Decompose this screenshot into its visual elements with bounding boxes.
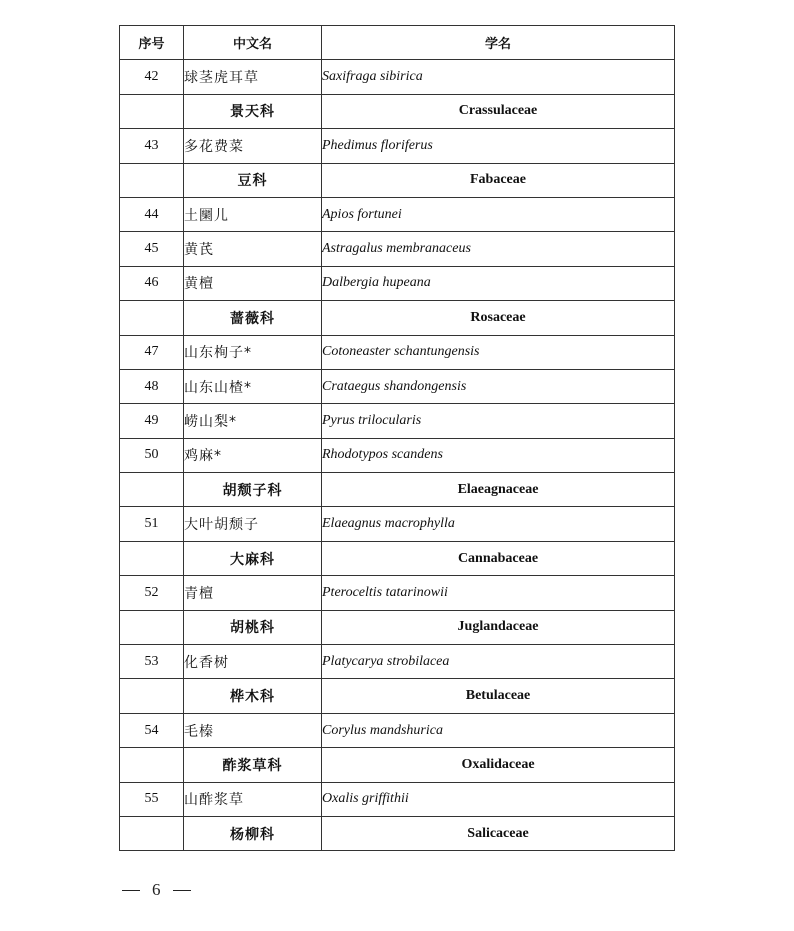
row-scientific-name: Pyrus trilocularis <box>322 404 675 438</box>
row-scientific-name: Cannabaceae <box>322 541 675 575</box>
row-index: 49 <box>120 404 184 438</box>
header-index: 序号 <box>120 26 184 60</box>
row-index: 50 <box>120 438 184 472</box>
header-chinese-name: 中文名 <box>184 26 322 60</box>
row-scientific-name: Salicaceae <box>322 816 675 850</box>
row-chinese-name: 大麻科 <box>184 541 322 575</box>
row-index <box>120 163 184 197</box>
row-scientific-name: Fabaceae <box>322 163 675 197</box>
table-row <box>120 60 675 94</box>
row-scientific-name: Elaeagnaceae <box>322 473 675 507</box>
table-row <box>120 232 675 266</box>
row-scientific-name: Rosaceae <box>322 301 675 335</box>
row-index <box>120 748 184 782</box>
row-scientific-name: Cotoneaster schantungensis <box>322 335 675 369</box>
row-index <box>120 473 184 507</box>
row-index <box>120 541 184 575</box>
row-index: 46 <box>120 266 184 300</box>
row-chinese-name: 酢浆草科 <box>184 748 322 782</box>
row-index: 54 <box>120 713 184 747</box>
row-index: 44 <box>120 197 184 231</box>
row-index <box>120 94 184 128</box>
row-chinese-name: 豆科 <box>184 163 322 197</box>
family-row <box>120 94 675 128</box>
row-scientific-name: Dalbergia hupeana <box>322 266 675 300</box>
row-chinese-name: 鸡麻* <box>184 438 322 472</box>
row-chinese-name: 球茎虎耳草 <box>184 60 322 94</box>
row-scientific-name: Corylus mandshurica <box>322 713 675 747</box>
table-row <box>120 369 675 403</box>
row-chinese-name: 胡桃科 <box>184 610 322 644</box>
dash-left <box>122 890 140 891</box>
row-scientific-name: Juglandaceae <box>322 610 675 644</box>
table-row <box>120 576 675 610</box>
row-chinese-name: 山东栒子* <box>184 335 322 369</box>
row-index: 43 <box>120 129 184 163</box>
row-scientific-name: Platycarya strobilacea <box>322 645 675 679</box>
family-row <box>120 816 675 850</box>
row-index <box>120 816 184 850</box>
row-scientific-name: Elaeagnus macrophylla <box>322 507 675 541</box>
family-row <box>120 301 675 335</box>
row-chinese-name: 大叶胡颓子 <box>184 507 322 541</box>
row-chinese-name: 毛榛 <box>184 713 322 747</box>
row-chinese-name: 桦木科 <box>184 679 322 713</box>
row-chinese-name: 土圞儿 <box>184 197 322 231</box>
row-scientific-name: Crataegus shandongensis <box>322 369 675 403</box>
table-header-row <box>120 26 675 60</box>
row-chinese-name: 多花费菜 <box>184 129 322 163</box>
table-row <box>120 129 675 163</box>
row-index <box>120 679 184 713</box>
row-chinese-name: 崂山梨* <box>184 404 322 438</box>
row-scientific-name: Saxifraga sibirica <box>322 60 675 94</box>
row-scientific-name: Astragalus membranaceus <box>322 232 675 266</box>
family-row <box>120 610 675 644</box>
row-scientific-name: Oxalidaceae <box>322 748 675 782</box>
table-row <box>120 782 675 816</box>
row-index: 55 <box>120 782 184 816</box>
table-row <box>120 438 675 472</box>
row-chinese-name: 景天科 <box>184 94 322 128</box>
row-chinese-name: 胡颓子科 <box>184 473 322 507</box>
family-row <box>120 748 675 782</box>
row-index: 51 <box>120 507 184 541</box>
header-scientific-name: 学名 <box>322 26 675 60</box>
row-chinese-name: 黄檀 <box>184 266 322 300</box>
table-row <box>120 197 675 231</box>
row-scientific-name: Rhodotypos scandens <box>322 438 675 472</box>
row-index: 42 <box>120 60 184 94</box>
row-index: 47 <box>120 335 184 369</box>
row-index <box>120 301 184 335</box>
row-chinese-name: 青檀 <box>184 576 322 610</box>
table-row <box>120 404 675 438</box>
row-index: 52 <box>120 576 184 610</box>
row-chinese-name: 山酢浆草 <box>184 782 322 816</box>
table-row <box>120 266 675 300</box>
family-row <box>120 163 675 197</box>
row-index <box>120 610 184 644</box>
table-row <box>120 335 675 369</box>
row-scientific-name: Phedimus floriferus <box>322 129 675 163</box>
row-scientific-name: Betulaceae <box>322 679 675 713</box>
row-chinese-name: 杨柳科 <box>184 816 322 850</box>
row-scientific-name: Oxalis griffithii <box>322 782 675 816</box>
family-row <box>120 541 675 575</box>
row-index: 48 <box>120 369 184 403</box>
row-chinese-name: 蔷薇科 <box>184 301 322 335</box>
page-number-value: 6 <box>152 880 161 899</box>
row-scientific-name: Pteroceltis tatarinowii <box>322 576 675 610</box>
row-scientific-name: Crassulaceae <box>322 94 675 128</box>
row-index: 45 <box>120 232 184 266</box>
dash-right <box>173 890 191 891</box>
species-table <box>119 25 675 851</box>
table-row <box>120 713 675 747</box>
row-chinese-name: 黄芪 <box>184 232 322 266</box>
table-row <box>120 507 675 541</box>
family-row <box>120 679 675 713</box>
row-scientific-name: Apios fortunei <box>322 197 675 231</box>
table-row <box>120 645 675 679</box>
page-number <box>122 880 191 900</box>
family-row <box>120 473 675 507</box>
row-chinese-name: 山东山楂* <box>184 369 322 403</box>
row-chinese-name: 化香树 <box>184 645 322 679</box>
row-index: 53 <box>120 645 184 679</box>
